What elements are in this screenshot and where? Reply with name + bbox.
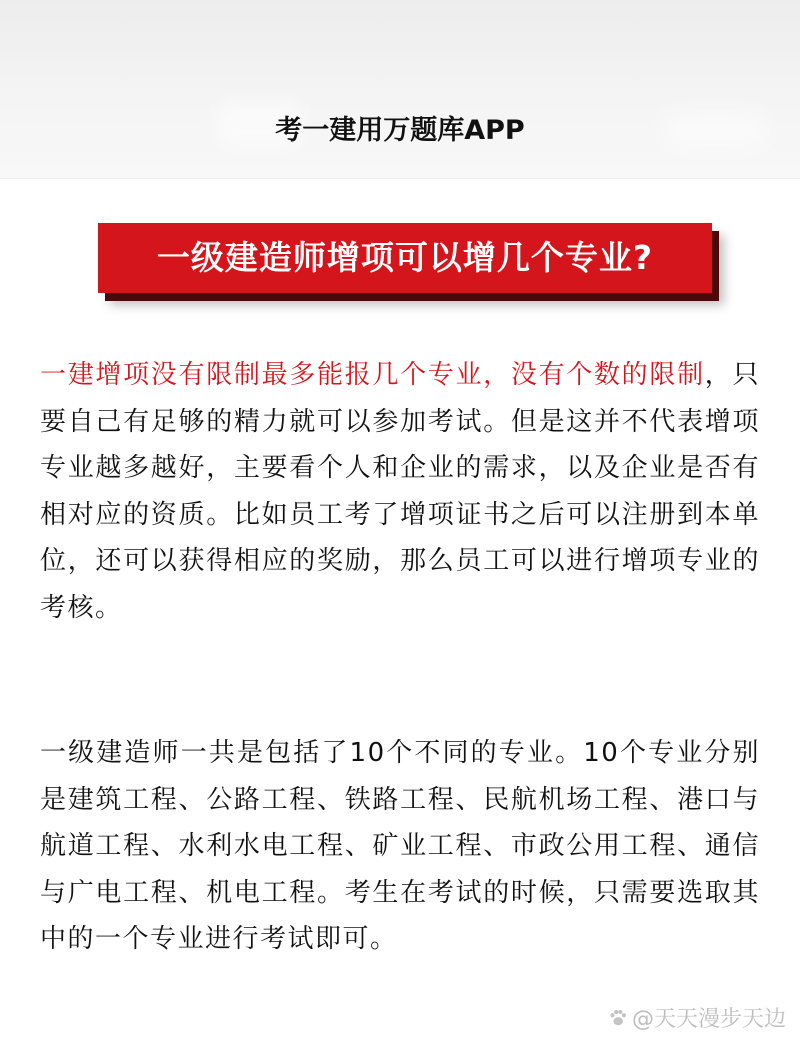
highlighted-text: 一建增项没有限制最多能报几个专业，没有个数的限制 [40,360,705,390]
banner-title: 一级建造师增项可以增几个专业? [156,238,654,277]
paragraph-text: ，只要自己有足够的精力就可以参加考试。但是这并不代表增项专业越多越好，主要看个人和企业的需求，以及企业是否有相对应的资质。比如员工考了增项证书之后可以注册到本单位，还可以获得相应的奖励，那么员工可以进行增项专业的考核。 [40,360,760,623]
paragraph-limit-explanation [40,352,760,631]
watermark-text: @天天漫步天边 [631,1007,786,1032]
paragraph-specialties-list: 一级建造师一共是包括了10个不同的专业。10个专业分别是建筑工程、公路工程、铁路工程、民航机场工程、港口与航道工程、水利水电工程、矿业工程、市政公用工程、通信与广电工程、机电工程。考生在考试的时候，只需要选取其中的一个专业进行考试即可。 [40,738,760,954]
paw-icon [607,1007,629,1029]
header-background [0,0,800,179]
watermark [607,1002,786,1033]
title-banner [98,223,712,293]
app-title: 考一建用万题库APP [275,115,525,146]
